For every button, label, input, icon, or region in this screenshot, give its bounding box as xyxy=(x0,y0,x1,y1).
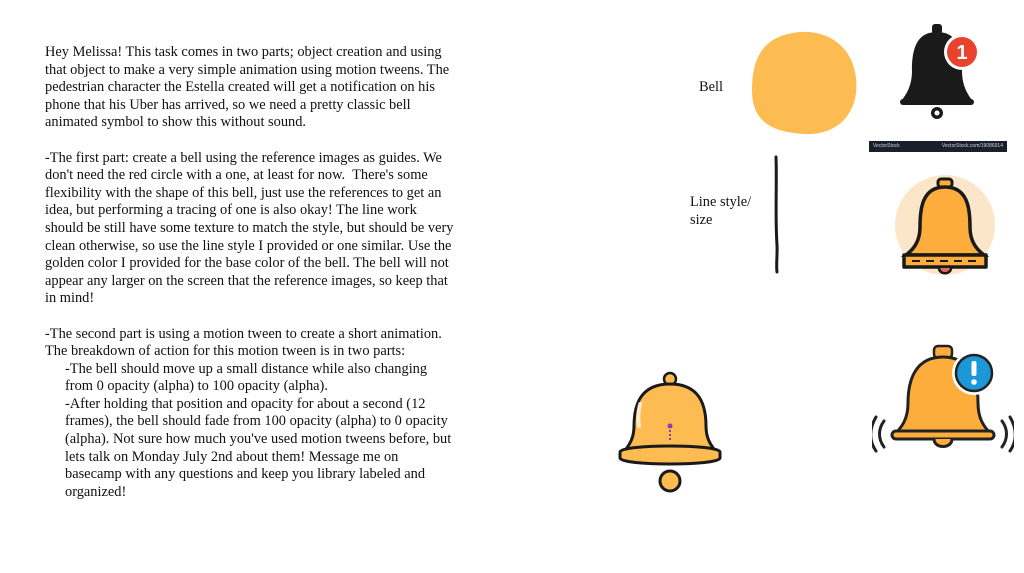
cartoon-bell-icon xyxy=(616,370,724,498)
notification-badge-count: 1 xyxy=(956,42,968,64)
watermark-id: VectorStock.com/19086914 xyxy=(941,143,1003,149)
watermark-brand: VectorStock xyxy=(873,143,900,149)
paragraph-step-two: -After holding that position and opacity for about a second (12 frames), the bell should fade from 100 opacity (alpha) to 0 opacity (alpha). Not sure how much you've used motion tweens before, but lets talk on Monday July 2nd about them! Message me on basecamp with any questions and keep you library labeled and organized! xyxy=(65,395,455,500)
color-swatch-blob xyxy=(748,30,860,138)
instructions-text xyxy=(45,44,458,501)
line-style-label: Line style/ size xyxy=(690,194,752,228)
bell-label: Bell xyxy=(699,79,723,95)
outlined-bell-icon xyxy=(890,175,1000,285)
line-style-sample xyxy=(770,155,784,275)
ringing-bell-alert-icon xyxy=(872,343,1014,453)
paragraph-intro: Hey Melissa! This task comes in two parts; object creation and using that object to make a very simple animation using motion tweens. The pedestrian character the Estella created will get a notification on his phone that his Uber has arrived, so we need a pretty classic bell animated symbol to show this without sound. xyxy=(45,44,453,131)
paragraph-step-one: -The bell should move up a small distance while also changing from 0 opacity (alpha) to 100 opacity (alpha). xyxy=(65,360,431,395)
paragraph-part-one: -The first part: create a bell using the reference images as guides. We don't need the red circle with a one, at least for now. There's some flexibility with the shape of this bell, just use the references to get an idea, but performing a tracing of one is also okay! The line work should be still have some texture to match the style, but should be very clean otherwise, so use the line style I provided or one similar. Use the golden color I provided for the base color of the bell. The bell will not appear any larger on the screen that the reference images, so keep that in mind! xyxy=(45,149,458,307)
paragraph-part-two: -The second part is using a motion tween to create a short animation. The breakdown of action for this motion tween is in two parts: xyxy=(45,325,446,360)
black-bell-with-badge-icon xyxy=(898,20,990,122)
watermark-bar xyxy=(869,141,1007,152)
